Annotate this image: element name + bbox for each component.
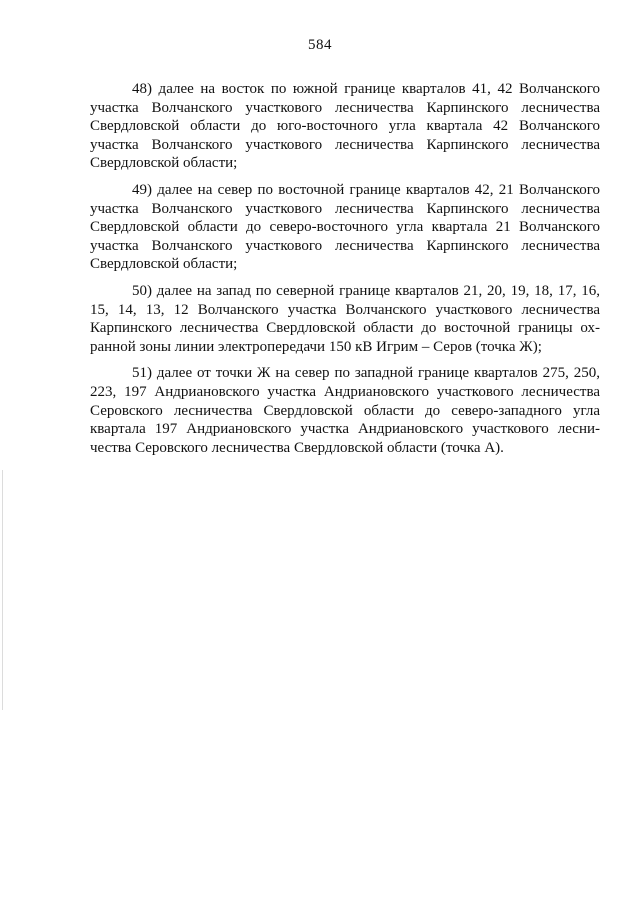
page-number: 584 — [308, 37, 332, 53]
paragraph-49: 49) далее на север по восточной границе кварталов 42, 21 Волчанского участка Волчанского участкового лесничества Карпинского лесничества Свердловской области до северо-восточного угла квартала 21 Волчанского участка Волчанского участкового лесничества Карпинского лесничества Свердловской области; — [90, 181, 600, 273]
document-body — [90, 80, 600, 465]
paragraph-51: 51) далее от точки Ж на север по западной границе кварталов 275, 250, 223, 197 Андриановского участка Андриановского участкового лесничества Серовского лесничества Свердловской области до северо-западного угла квартала 197 Андриановского участка Андриановского участкового лесничества Серовского лесничества Свердловской области (точка А). — [90, 365, 600, 456]
paragraph-48: 48) далее на восток по южной границе кварталов 41, 42 Волчанского участка Волчанского участкового лесничества Карпинского лесничества Свердловской области до юго-восточного угла квартала 42 Волчанского участка Волчанского участкового лесничества Карпинского лесничества Свердловской области; — [90, 81, 600, 172]
paragraph-50: 50) далее на запад по северной границе кварталов 21, 20, 19, 18, 17, 16, 15, 14, 13, 12 Волчанского участка Волчанского участкового лесничества Карпинского лесничества Свердловской области до восточной границы охранной зоны линии электропередачи 150 кВ Игрим – Серов (точка Ж); — [90, 282, 600, 355]
scan-edge-mark — [2, 470, 3, 710]
